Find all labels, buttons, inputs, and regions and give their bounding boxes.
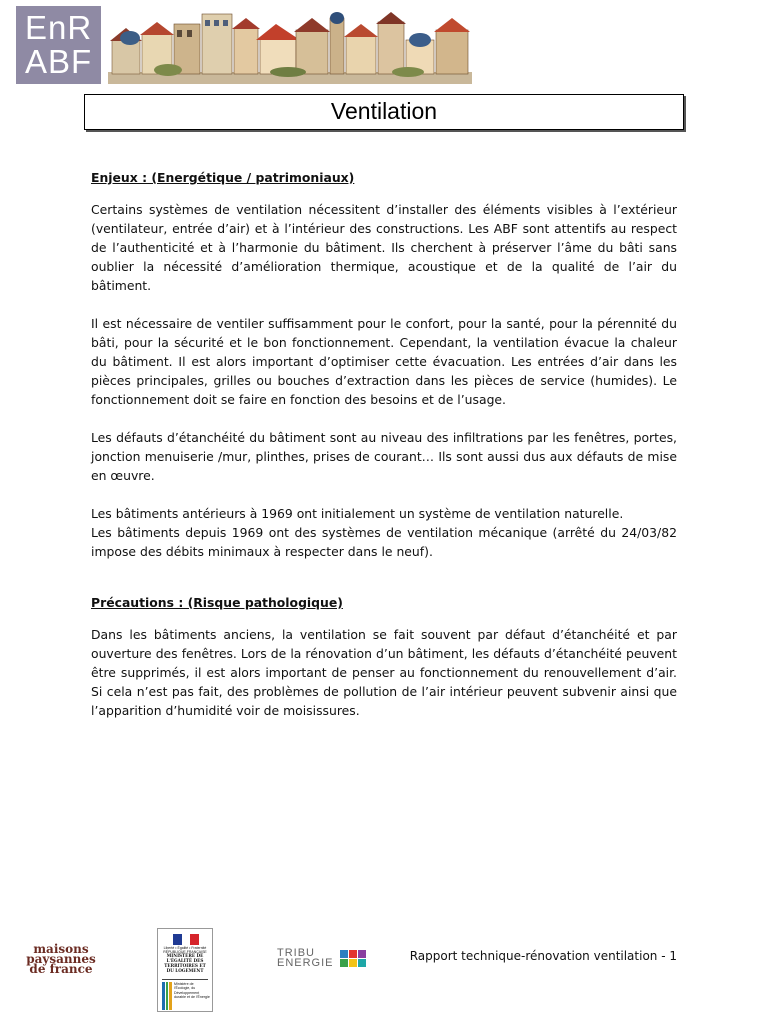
french-flag-icon <box>173 934 199 945</box>
section-heading-enjeux: Enjeux : (Energétique / patrimoniaux) <box>91 170 355 185</box>
logo-line-1: EnR <box>25 9 93 46</box>
paragraph: Certains systèmes de ventilation nécessitent d’installer des éléments visibles à l’extérieur (ventilateur, entrée d’air) et à l’intérieur des constructions. Les ABF sont attentifs au respect de l’authenticité et à l’harmonie du bâtiment. Ils cherchent à préserver l’âme du bâti sans oublier la nécessité d’amélioration thermique, acoustique et de la qualité de l’air du bâtiment. <box>91 202 677 293</box>
color-square-icon <box>349 959 357 967</box>
paragraph: Il est nécessaire de ventiler suffisamment pour le confort, pour la santé, pour la pérennité du bâti, pour la sécurité et le bon fonctionnement. Cependant, la ventilation évacue la chaleur du bâtiment. Il est alors important d’optimiser cette évacuation. Les entrées d’air dans les pièces principales, grilles ou bouches d’extraction dans les pièces de service (humides). Le fonctionnement doit se faire en fonction des besoins et de l’usage. <box>91 316 677 407</box>
village-illustration <box>108 10 472 84</box>
paragraph: Dans les bâtiments anciens, la ventilation se fait souvent par défaut d’étanchéité et par ouverture des fenêtres. Lors de la rénovation d’un bâtiment, les défauts d’étanchéité peuvent être supprimés, il est alors important de penser au fonctionnement du renouvellement d’air. Si cela n’est pas fait, des problèmes de pollution de l’air intérieur peuvent subvenir ainsi que l’apparition d’humidité voir de moisissures. <box>91 627 677 718</box>
ministry-republic-text: Liberté • Égalité • Fraternité RÉPUBLIQUE FRANÇAISE <box>163 946 207 954</box>
color-square-icon <box>358 950 366 958</box>
maisons-paysannes-logo <box>26 944 96 974</box>
paragraph: Les bâtiments antérieurs à 1969 ont initialement un système de ventilation naturelle. <box>91 506 624 521</box>
logo-line-2: ABF <box>25 43 93 80</box>
paragraph: Les défauts d’étanchéité du bâtiment sont au niveau des infiltrations par les fenêtres, portes, jonction menuiserie /mur, plinthes, prises de courant… Ils sont aussi dus aux défauts de mise en œuvre. <box>91 430 677 483</box>
ministry-name: MINISTÈRE DE L'ÉGALITÉ DES TERRITOIRES ET DU LOGEMENT <box>164 953 206 973</box>
tribu-energie-logo <box>277 948 369 972</box>
enr-abf-logo <box>16 6 101 84</box>
report-page-label: Rapport technique-rénovation ventilation - 1 <box>409 949 677 963</box>
color-square-icon <box>358 959 366 967</box>
ministry-bars-icon <box>162 982 172 1010</box>
tribu-logo-line: ENERGIE <box>277 957 334 969</box>
color-square-icon <box>340 950 348 958</box>
document-body <box>91 168 677 720</box>
color-square-icon <box>349 950 357 958</box>
page-title: Ventilation <box>84 94 684 130</box>
paragraph: Les bâtiments depuis 1969 ont des systèmes de ventilation mécanique (arrêté du 24/03/82 impose des débits minimaux à respecter dans le neuf). <box>91 525 677 559</box>
maisons-logo-line: paysannes <box>26 952 96 966</box>
ministry-secondary-name: Ministère de l'Écologie, du Développement durable et de l'Énergie <box>174 982 210 1000</box>
maisons-logo-line: de france <box>29 962 93 976</box>
tribu-logo-line: TRIBU <box>277 947 315 959</box>
ministry-divider <box>162 979 208 980</box>
maisons-logo-line: maisons <box>33 942 89 956</box>
ministry-logo <box>157 928 213 1012</box>
color-square-icon <box>340 959 348 967</box>
section-heading-precautions: Précautions : (Risque pathologique) <box>91 595 343 610</box>
